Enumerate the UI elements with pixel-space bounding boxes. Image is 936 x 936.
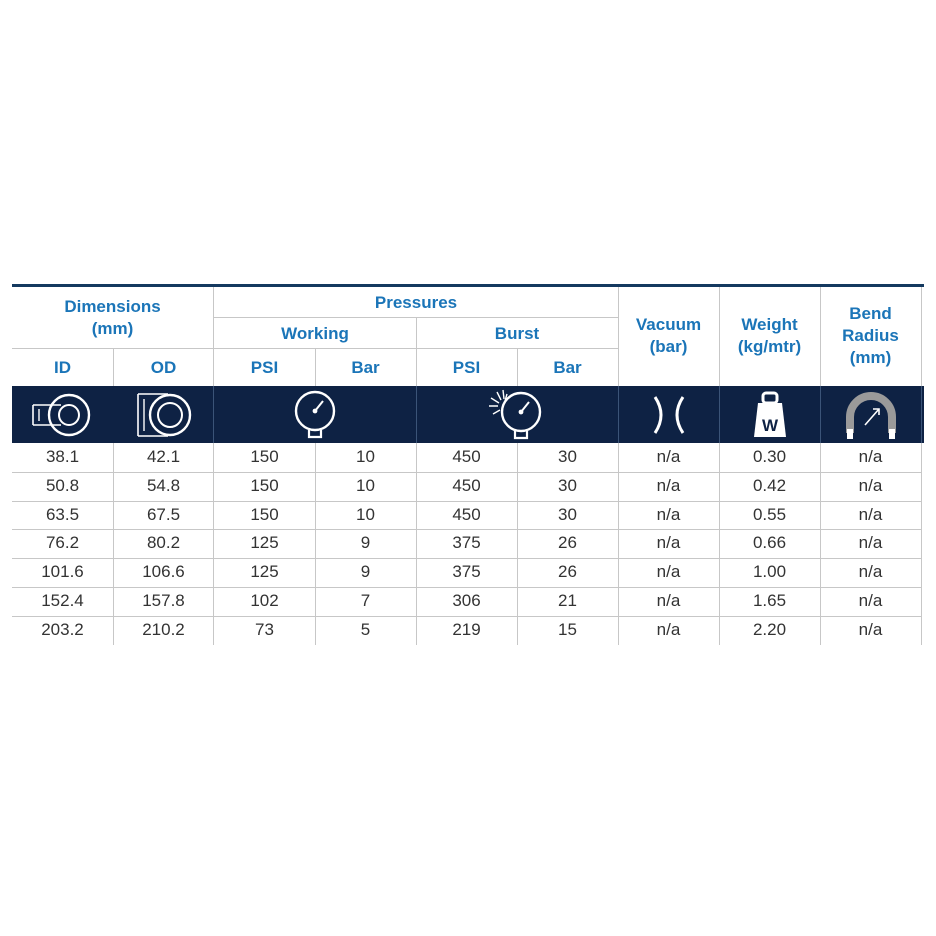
header-burst-psi: PSI — [452, 358, 481, 377]
table-cell: n/a — [656, 562, 681, 582]
weight-icon — [719, 386, 820, 443]
table-cell: n/a — [656, 504, 681, 524]
table-cell: 450 — [452, 504, 481, 524]
table-cell: 80.2 — [146, 533, 181, 553]
pressure-gauge-icon — [214, 386, 416, 443]
burst-gauge-icon — [416, 386, 618, 443]
table-cell: 0.66 — [752, 533, 787, 553]
table-cell: 101.6 — [41, 562, 84, 582]
table-cell: 210.2 — [142, 619, 185, 639]
table-cell: 375 — [452, 533, 481, 553]
table-cell: 157.8 — [142, 591, 185, 610]
table-cell: 125 — [250, 533, 279, 553]
table-cell: 203.2 — [41, 619, 84, 639]
header-vacuum: Vacuum (bar) — [635, 315, 702, 356]
rule — [113, 348, 114, 386]
column-rule — [517, 443, 518, 645]
header-working-psi: PSI — [250, 358, 279, 377]
rule — [618, 287, 619, 386]
table-cell: n/a — [656, 591, 681, 610]
rule — [213, 287, 214, 386]
table-cell: 2.20 — [752, 619, 787, 639]
header-burst: Burst — [494, 324, 540, 343]
inner-diameter-icon — [12, 386, 113, 443]
table-cell: 30 — [558, 447, 577, 466]
table-cell: 9 — [360, 562, 371, 582]
column-rule — [213, 443, 214, 645]
header-pressures: Pressures — [374, 293, 458, 312]
table-cell: 5 — [360, 619, 371, 639]
table-cell: 76.2 — [45, 533, 80, 553]
table-cell: 150 — [250, 475, 279, 495]
table-cell: 10 — [356, 447, 375, 466]
table-cell: n/a — [858, 475, 883, 495]
table-cell: n/a — [858, 447, 883, 466]
table-cell: 375 — [452, 562, 481, 582]
svg-text:W: W — [761, 415, 778, 435]
table-cell: 1.00 — [752, 562, 787, 582]
header-od: OD — [150, 358, 177, 377]
table-cell: 30 — [558, 504, 577, 524]
table-cell: 15 — [558, 619, 577, 639]
rule — [921, 287, 922, 386]
header-working-bar: Bar — [351, 358, 380, 377]
column-rule — [820, 443, 821, 645]
table-cell: 10 — [356, 475, 375, 495]
table-cell: 106.6 — [142, 562, 185, 582]
table-cell: 73 — [255, 619, 274, 639]
table-cell: 450 — [452, 447, 481, 466]
table-cell: 102 — [250, 591, 279, 610]
header-bend-radius: Bend Radius (mm) — [842, 304, 899, 367]
rule — [517, 348, 518, 386]
table-cell: 0.55 — [752, 504, 787, 524]
rule — [416, 317, 417, 386]
vacuum-icon — [618, 386, 719, 443]
table-cell: 26 — [558, 562, 577, 582]
header-dimensions: Dimensions (mm) — [64, 297, 161, 338]
header-weight: Weight (kg/mtr) — [737, 315, 802, 356]
top-rule — [12, 284, 924, 287]
header-working: Working — [281, 324, 349, 343]
table-cell: n/a — [858, 504, 883, 524]
rule — [820, 287, 821, 386]
table-cell: 26 — [558, 533, 577, 553]
table-cell: 67.5 — [146, 504, 181, 524]
table-cell: n/a — [858, 533, 883, 553]
table-cell: n/a — [656, 533, 681, 553]
header-burst-bar: Bar — [553, 358, 582, 377]
table-cell: 450 — [452, 475, 481, 495]
table-cell: 125 — [250, 562, 279, 582]
table-cell: 42.1 — [146, 447, 181, 466]
table-cell: 306 — [452, 591, 481, 610]
band-divider — [921, 386, 922, 443]
table-cell: n/a — [858, 591, 883, 610]
table-cell: 50.8 — [45, 475, 80, 495]
table-cell: n/a — [656, 619, 681, 639]
rule — [315, 348, 316, 386]
table-cell: 1.65 — [752, 591, 787, 610]
table-cell: 63.5 — [45, 504, 80, 524]
column-rule — [719, 443, 720, 645]
table-cell: n/a — [858, 562, 883, 582]
column-rule — [618, 443, 619, 645]
table-cell: 0.42 — [752, 475, 787, 495]
table-cell: 9 — [360, 533, 371, 553]
table-cell: n/a — [858, 619, 883, 639]
column-rule — [416, 443, 417, 645]
rule — [719, 287, 720, 386]
table-cell: 0.30 — [752, 447, 787, 466]
header-id: ID — [54, 358, 71, 377]
table-cell: n/a — [656, 447, 681, 466]
table-cell: 150 — [250, 504, 279, 524]
table-cell: 30 — [558, 475, 577, 495]
table-cell: 21 — [558, 591, 577, 610]
table-cell: n/a — [656, 475, 681, 495]
column-rule — [315, 443, 316, 645]
table-cell: 10 — [356, 504, 375, 524]
table-cell: 150 — [250, 447, 279, 466]
outer-diameter-icon — [113, 386, 214, 443]
column-rule — [921, 443, 922, 645]
column-rule — [113, 443, 114, 645]
bend-radius-icon — [820, 386, 921, 443]
table-cell: 54.8 — [146, 475, 181, 495]
table-cell: 38.1 — [45, 447, 80, 466]
table-cell: 152.4 — [41, 591, 84, 610]
table-cell: 219 — [452, 619, 481, 639]
table-cell: 7 — [360, 591, 371, 610]
